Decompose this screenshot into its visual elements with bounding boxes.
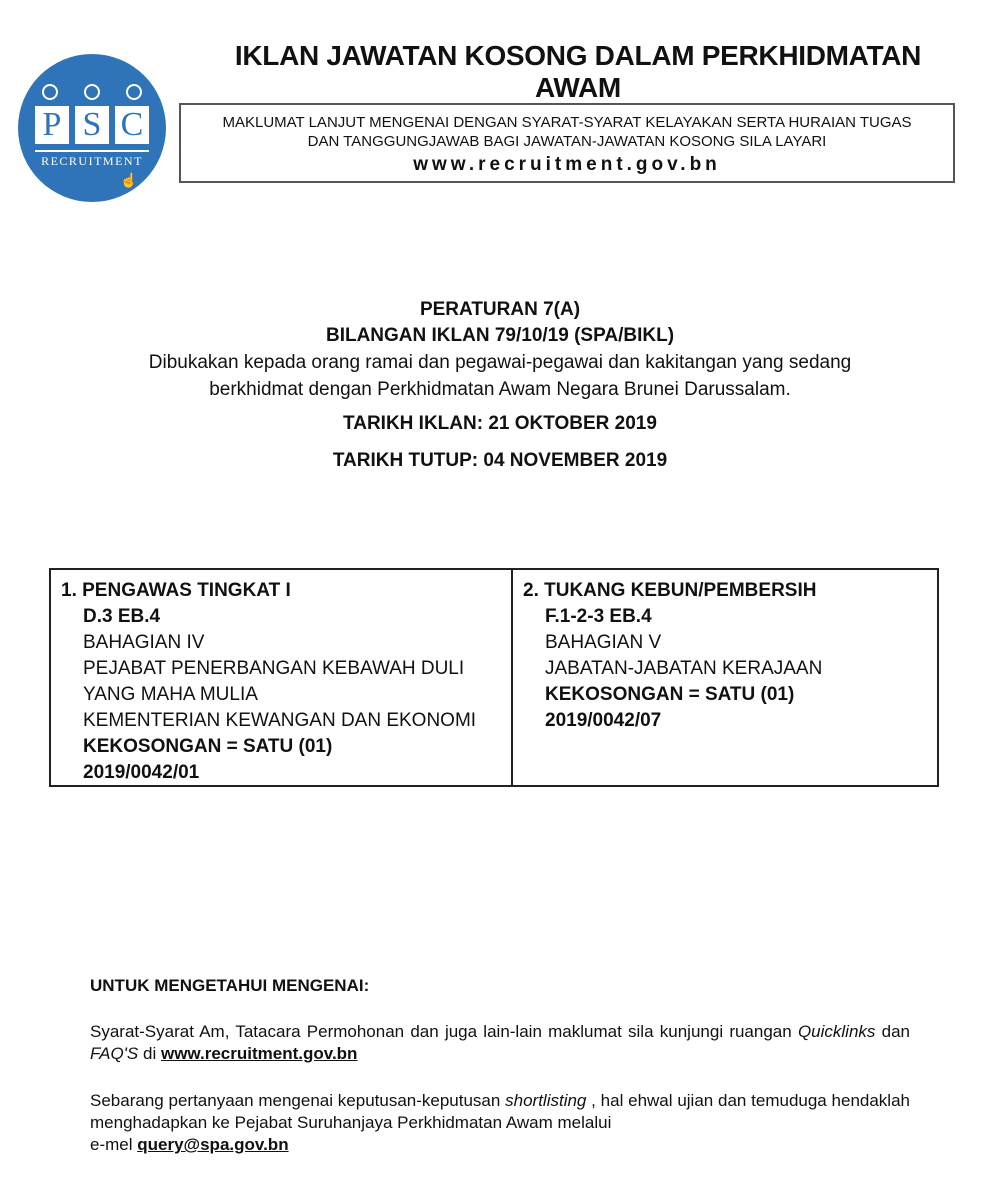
vacancy-title: 2. TUKANG KEBUN/PEMBERSIH: [523, 580, 817, 601]
logo-text: RECRUITMENT: [41, 154, 143, 168]
vacancy-count: KEKOSONGAN = SATU (01): [545, 684, 795, 705]
recruitment-url[interactable]: www.recruitment.gov.bn: [413, 154, 721, 175]
vacancy-division: BAHAGIAN IV: [83, 632, 205, 653]
quicklinks-text: Quicklinks: [797, 1022, 876, 1041]
logo-letter: C: [115, 106, 149, 144]
vacancy-ref: 2019/0042/07: [545, 710, 662, 731]
vacancy-title: 1. PENGAWAS TINGKAT I: [61, 580, 291, 601]
vacancy-1: [51, 570, 513, 785]
vacancy-dept: PEJABAT PENERBANGAN KEBAWAH DULI: [83, 658, 465, 679]
footer-paragraph-2: [90, 1090, 910, 1156]
shortlisting-text: shortlisting: [505, 1091, 587, 1110]
vacancy-dept: YANG MAHA MULIA: [83, 684, 258, 705]
vacancy-dept: JABATAN-JABATAN KERAJAAN: [545, 658, 823, 679]
logo-letters: [35, 106, 149, 144]
vacancy-2: [513, 570, 937, 785]
logo-letter: P: [35, 106, 69, 144]
recruitment-link[interactable]: www.recruitment.gov.bn: [160, 1044, 358, 1063]
email-label: e-mel: [90, 1135, 138, 1154]
vacancy-grade: F.1-2-3 EB.4: [545, 606, 652, 627]
footer-paragraph-1: [90, 1021, 910, 1065]
vacancy-grade: D.3 EB.4: [83, 606, 161, 627]
psc-logo: [18, 54, 166, 202]
footer-text: , hal ehwal ujian dan temuduga hendaklah menghadapkan ke Pejabat Suruhanjaya Perkhidmatan Awam melalui: [90, 1091, 910, 1132]
logo-letter: S: [75, 106, 109, 144]
vacancy-dept: KEMENTERIAN KEWANGAN DAN EKONOMI: [83, 710, 477, 731]
vacancy-division: BAHAGIAN V: [545, 632, 662, 653]
info-line-2: DAN TANGGUNGJAWAB BAGI JAWATAN-JAWATAN KOSONG SILA LAYARI: [307, 133, 827, 150]
logo-dot: [84, 84, 100, 100]
footer-heading: UNTUK MENGETAHUI MENGENAI:: [90, 976, 370, 995]
page-title: IKLAN JAWATAN KOSONG DALAM PERKHIDMATAN AWAM: [234, 40, 922, 103]
info-line-1: MAKLUMAT LANJUT MENGENAI DENGAN SYARAT-SYARAT KELAYAKAN SERTA HURAIAN TUGAS: [222, 114, 912, 131]
vacancy-ref: 2019/0042/01: [83, 762, 200, 783]
logo-divider: [35, 150, 149, 152]
close-date: TARIKH TUTUP: 04 NOVEMBER 2019: [332, 450, 668, 471]
vacancy-count: KEKOSONGAN = SATU (01): [83, 736, 333, 757]
footer-text: Sebarang pertanyaan mengenai keputusan-keputusan: [90, 1091, 506, 1110]
description-line-1: Dibukakan kepada orang ramai dan pegawai-pegawai dan kakitangan yang sedang: [148, 352, 852, 373]
regulation: PERATURAN 7(A): [419, 299, 581, 320]
footer-text: dan: [875, 1022, 910, 1041]
logo-dot: [126, 84, 142, 100]
logo-dots: [18, 84, 166, 100]
ad-number: BILANGAN IKLAN 79/10/19 (SPA/BIKL): [325, 325, 675, 346]
vacancy-table: [49, 568, 939, 787]
faq-text: FAQ'S: [90, 1044, 139, 1063]
logo-dot: [42, 84, 58, 100]
email-link[interactable]: query@spa.gov.bn: [137, 1135, 289, 1154]
footer-text: Syarat-Syarat Am, Tatacara Permohonan dan juga lain-lain maklumat sila kunjungi ruangan: [90, 1022, 798, 1041]
footer-text: di: [138, 1044, 161, 1063]
hand-cursor-icon: ☝: [120, 172, 138, 188]
description-line-2: berkhidmat dengan Perkhidmatan Awam Negara Brunei Darussalam.: [209, 379, 791, 400]
ad-date: TARIKH IKLAN: 21 OKTOBER 2019: [343, 413, 657, 434]
info-box: [179, 103, 955, 183]
